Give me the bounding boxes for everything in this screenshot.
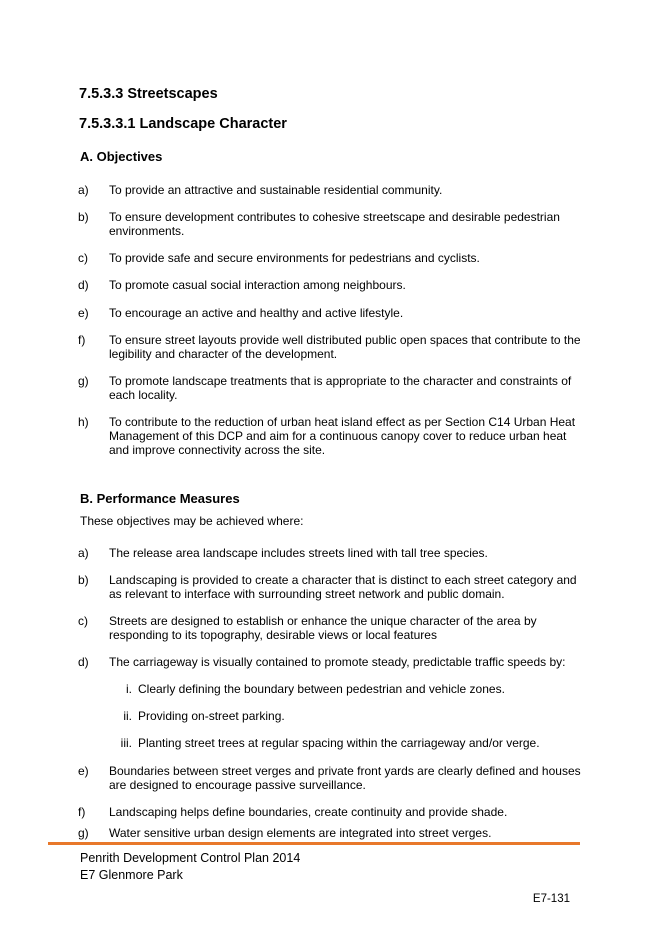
list-label: f)	[78, 333, 86, 347]
sub-list-text: Clearly defining the boundary between pedestrian and vehicle zones.	[138, 682, 505, 696]
list-label: a)	[78, 546, 89, 560]
performance-intro: These objectives may be achieved where:	[80, 514, 304, 528]
list-label: e)	[78, 306, 89, 320]
list-text: To encourage an active and healthy and active lifestyle.	[109, 306, 404, 320]
heading-landscape-character: 7.5.3.3.1 Landscape Character	[79, 116, 287, 132]
list-label: h)	[78, 415, 89, 429]
list-text: Boundaries between street verges and private front yards are clearly defined and houses are designed to encourage passive surveillance.	[109, 764, 581, 792]
list-text: The release area landscape includes streets lined with tall tree species.	[109, 546, 488, 560]
list-label: c)	[78, 251, 88, 265]
sub-list-label: iii.	[120, 736, 132, 750]
page-number: E7-131	[532, 893, 570, 905]
sub-list-label: i.	[126, 682, 132, 696]
list-text: To ensure development contributes to cohesive streetscape and desirable pedestrian environments.	[109, 210, 560, 238]
sub-list-text: Planting street trees at regular spacing within the carriageway and/or verge.	[138, 736, 540, 750]
list-text: To promote landscape treatments that is appropriate to the character and constraints of each locality.	[109, 374, 572, 402]
list-label: g)	[78, 826, 89, 840]
sub-list-label: ii.	[123, 709, 132, 723]
list-text: Water sensitive urban design elements are integrated into street verges.	[109, 826, 492, 840]
list-label: b)	[78, 573, 89, 587]
list-text: Streets are designed to establish or enhance the unique character of the area by responding to its topography, desirable views or local features	[109, 614, 537, 642]
heading-streetscapes: 7.5.3.3 Streetscapes	[79, 86, 218, 102]
list-text: The carriageway is visually contained to promote steady, predictable traffic speeds by:	[109, 655, 566, 669]
list-label: c)	[78, 614, 88, 628]
list-text: Landscaping helps define boundaries, create continuity and provide shade.	[109, 805, 508, 819]
list-text: To ensure street layouts provide well distributed public open spaces that contribute to the legibility and character of the development.	[109, 333, 581, 361]
list-label: b)	[78, 210, 89, 224]
footer-section-title: E7 Glenmore Park	[80, 868, 183, 882]
sub-list-text: Providing on-street parking.	[138, 709, 285, 723]
footer-divider	[48, 842, 580, 845]
list-label: a)	[78, 183, 89, 197]
footer-document-title: Penrith Development Control Plan 2014	[80, 851, 301, 865]
heading-performance-measures: B. Performance Measures	[80, 491, 240, 506]
list-label: f)	[78, 805, 86, 819]
list-label: d)	[78, 278, 89, 292]
list-text: To provide safe and secure environments for pedestrians and cyclists.	[109, 251, 480, 265]
list-label: d)	[78, 655, 89, 669]
list-label: g)	[78, 374, 89, 388]
list-text: To contribute to the reduction of urban heat island effect as per Section C14 Urban Heat Management of this DCP and aim for a continuous canopy cover to reduce urban heat and improve connectivity across the site.	[109, 415, 576, 457]
list-text: To provide an attractive and sustainable residential community.	[109, 183, 443, 197]
heading-objectives: A. Objectives	[80, 149, 163, 164]
list-text: Landscaping is provided to create a character that is distinct to each street category and as relevant to interface with surrounding street network and public domain.	[109, 573, 577, 601]
list-text: To promote casual social interaction among neighbours.	[109, 278, 406, 292]
list-label: e)	[78, 764, 89, 778]
